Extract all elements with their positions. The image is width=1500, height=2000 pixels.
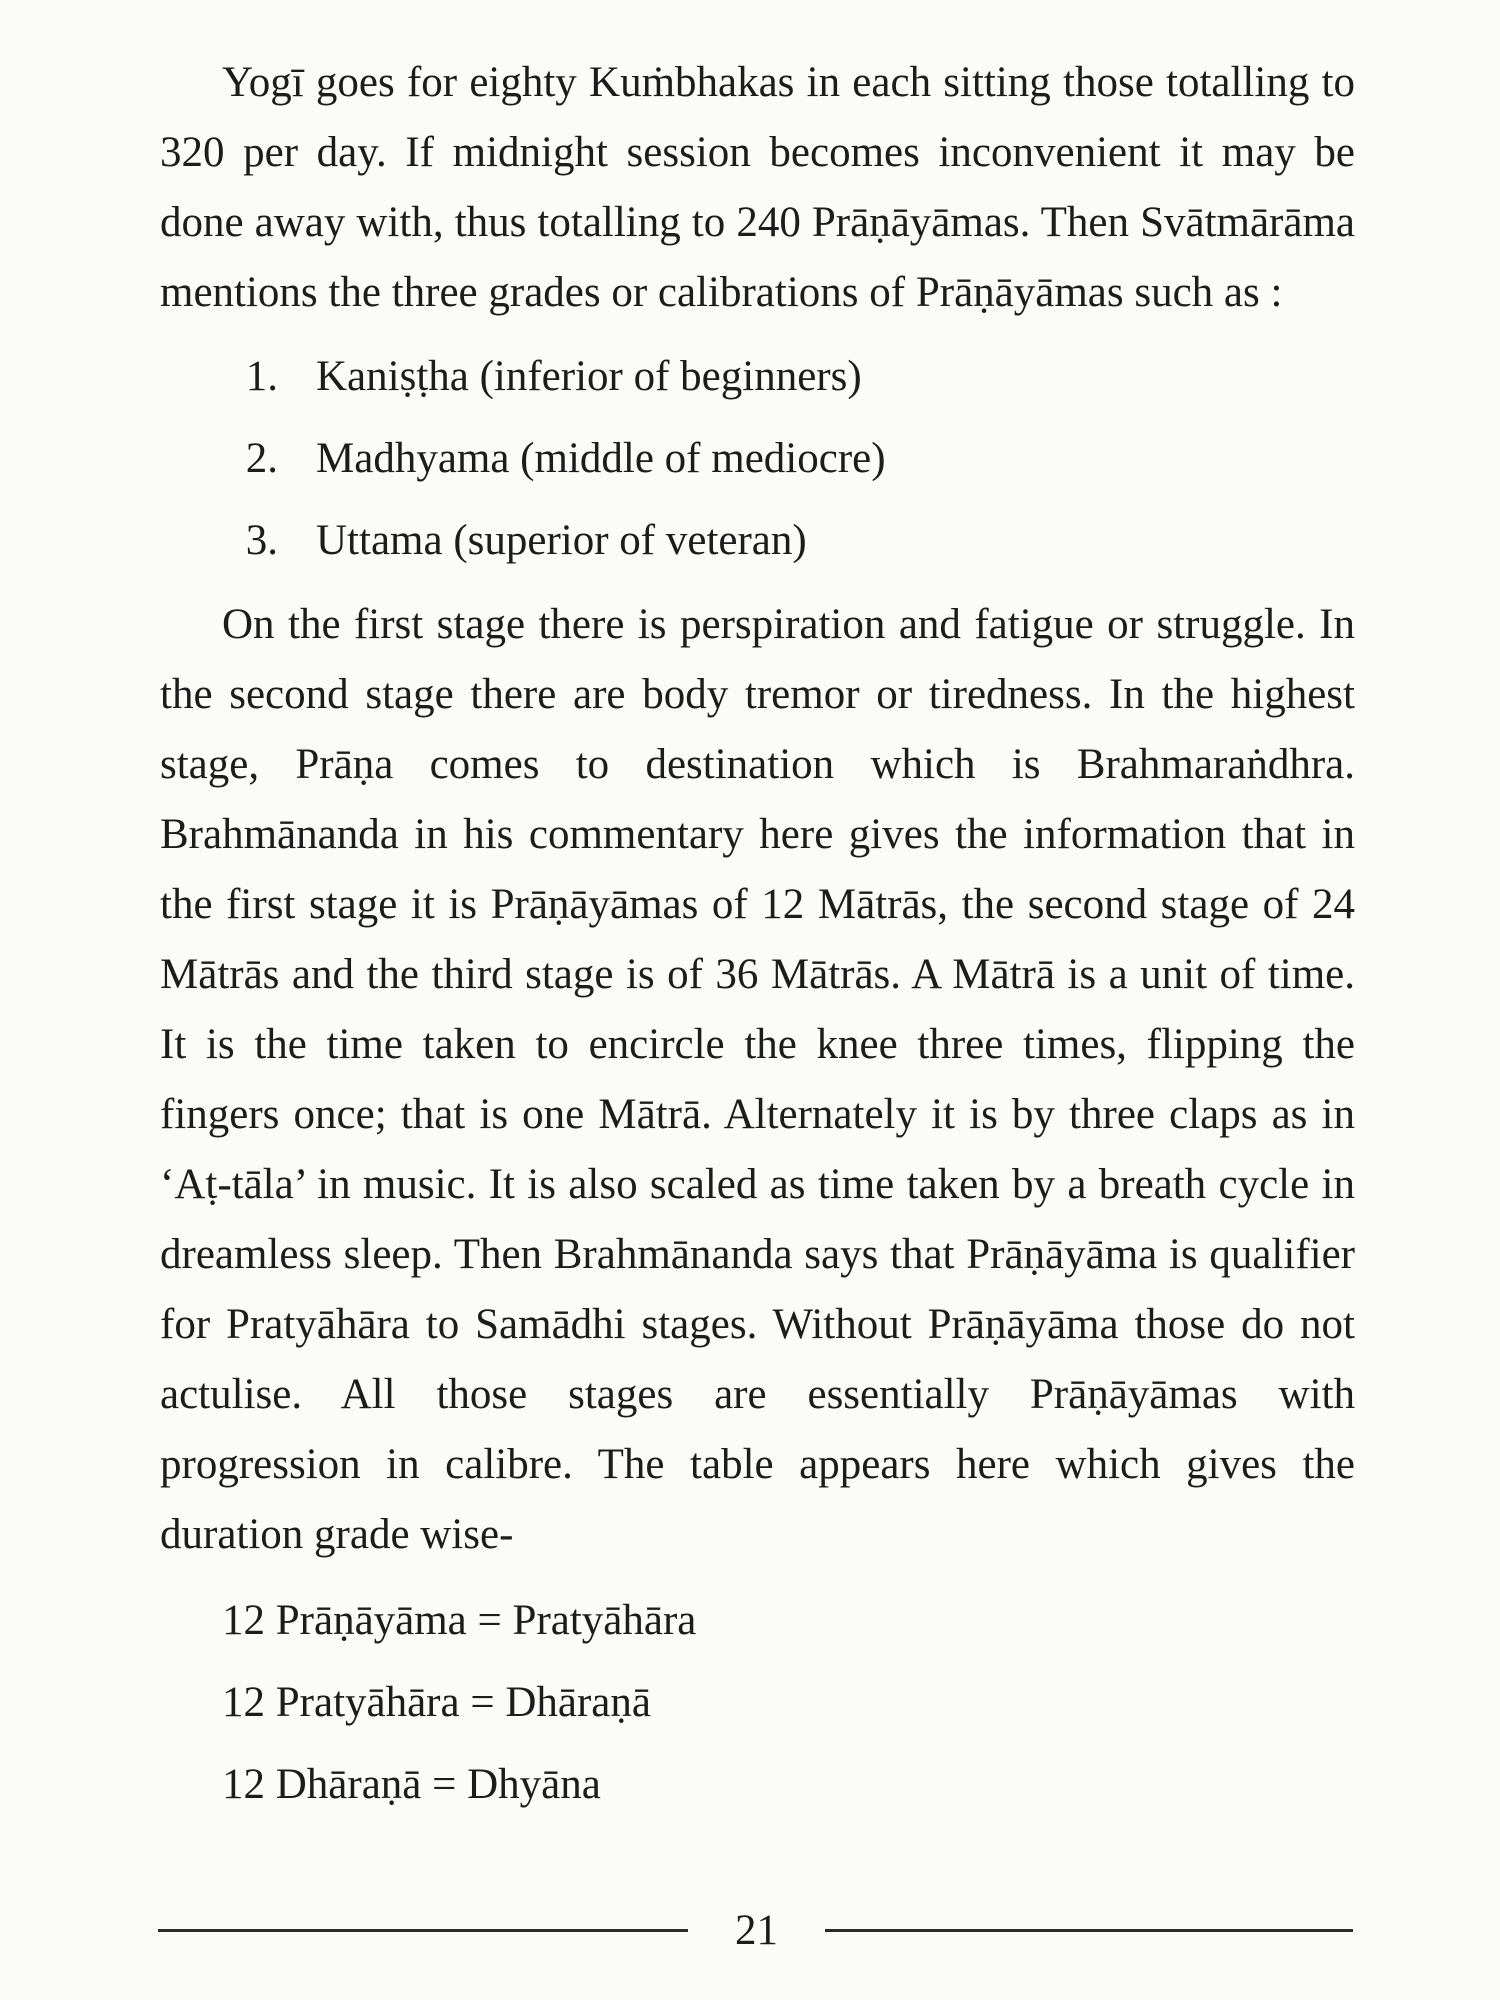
- list-item-text: Uttama (superior of veteran): [316, 517, 807, 564]
- footer-rule-left: [158, 1929, 688, 1932]
- page-body: [160, 48, 1355, 1826]
- equation-line: 12 Prāṇāyāma = Pratyāhāra: [222, 1597, 697, 1644]
- list-item-text: Madhyama (middle of mediocre): [316, 435, 886, 482]
- paragraph-kumbhakas: Yogī goes for eighty Kuṁbhakas in each sitting those totalling to 320 per day. If midnight session becomes inconvenient it may be done away with, thus totalling to 240 Prāṇāyāmas. Then Svātmārāma mentions the three grades or calibrations of Prāṇāyāmas such as :: [160, 59, 1355, 316]
- footer-rule-right: [825, 1929, 1353, 1932]
- list-item-number: 2.: [245, 435, 278, 482]
- grades-list: [160, 336, 1355, 582]
- paragraph-stages: On the first stage there is perspiration and fatigue or struggle. In the second stage there are body tremor or tiredness. In the highest stage, Prāṇa comes to destination which is Brahmaraṅdhra. Brahmānanda in his commentary here gives the information that in the first stage it is Prāṇāyāmas of 12 Mātrās, the second stage of 24 Mātrās and the third stage is of 36 Mātrās. A Mātrā is a unit of time. It is the time taken to encircle the knee three times, flipping the fingers once; that is one Mātrā. Alternately it is by three claps as in ‘Aṭ-tāla’ in music. It is also scaled as time taken by a breath cycle in dreamless sleep. Then Brahmānanda says that Prāṇāyāma is qualifier for Pratyāhāra to Samādhi stages. Without Prāṇāyāma those do not actulise. All those stages are essentially Prāṇāyāmas with progression in calibre. The table appears here which gives the duration grade wise-: [160, 601, 1355, 1558]
- list-item: [160, 500, 1355, 582]
- list-item-number: 1.: [245, 353, 278, 400]
- list-item: [160, 418, 1355, 500]
- equation-line: 12 Pratyāhāra = Dhāraṇā: [222, 1679, 651, 1726]
- equation-line: 12 Dhāraṇā = Dhyāna: [222, 1761, 601, 1808]
- list-item: [160, 336, 1355, 418]
- page-footer: [158, 1900, 1353, 1960]
- duration-table: [160, 1580, 1355, 1826]
- list-item-number: 3.: [245, 517, 278, 564]
- list-item-text: Kaniṣṭha (inferior of beginners): [316, 353, 862, 400]
- page-number: 21: [735, 1906, 778, 1954]
